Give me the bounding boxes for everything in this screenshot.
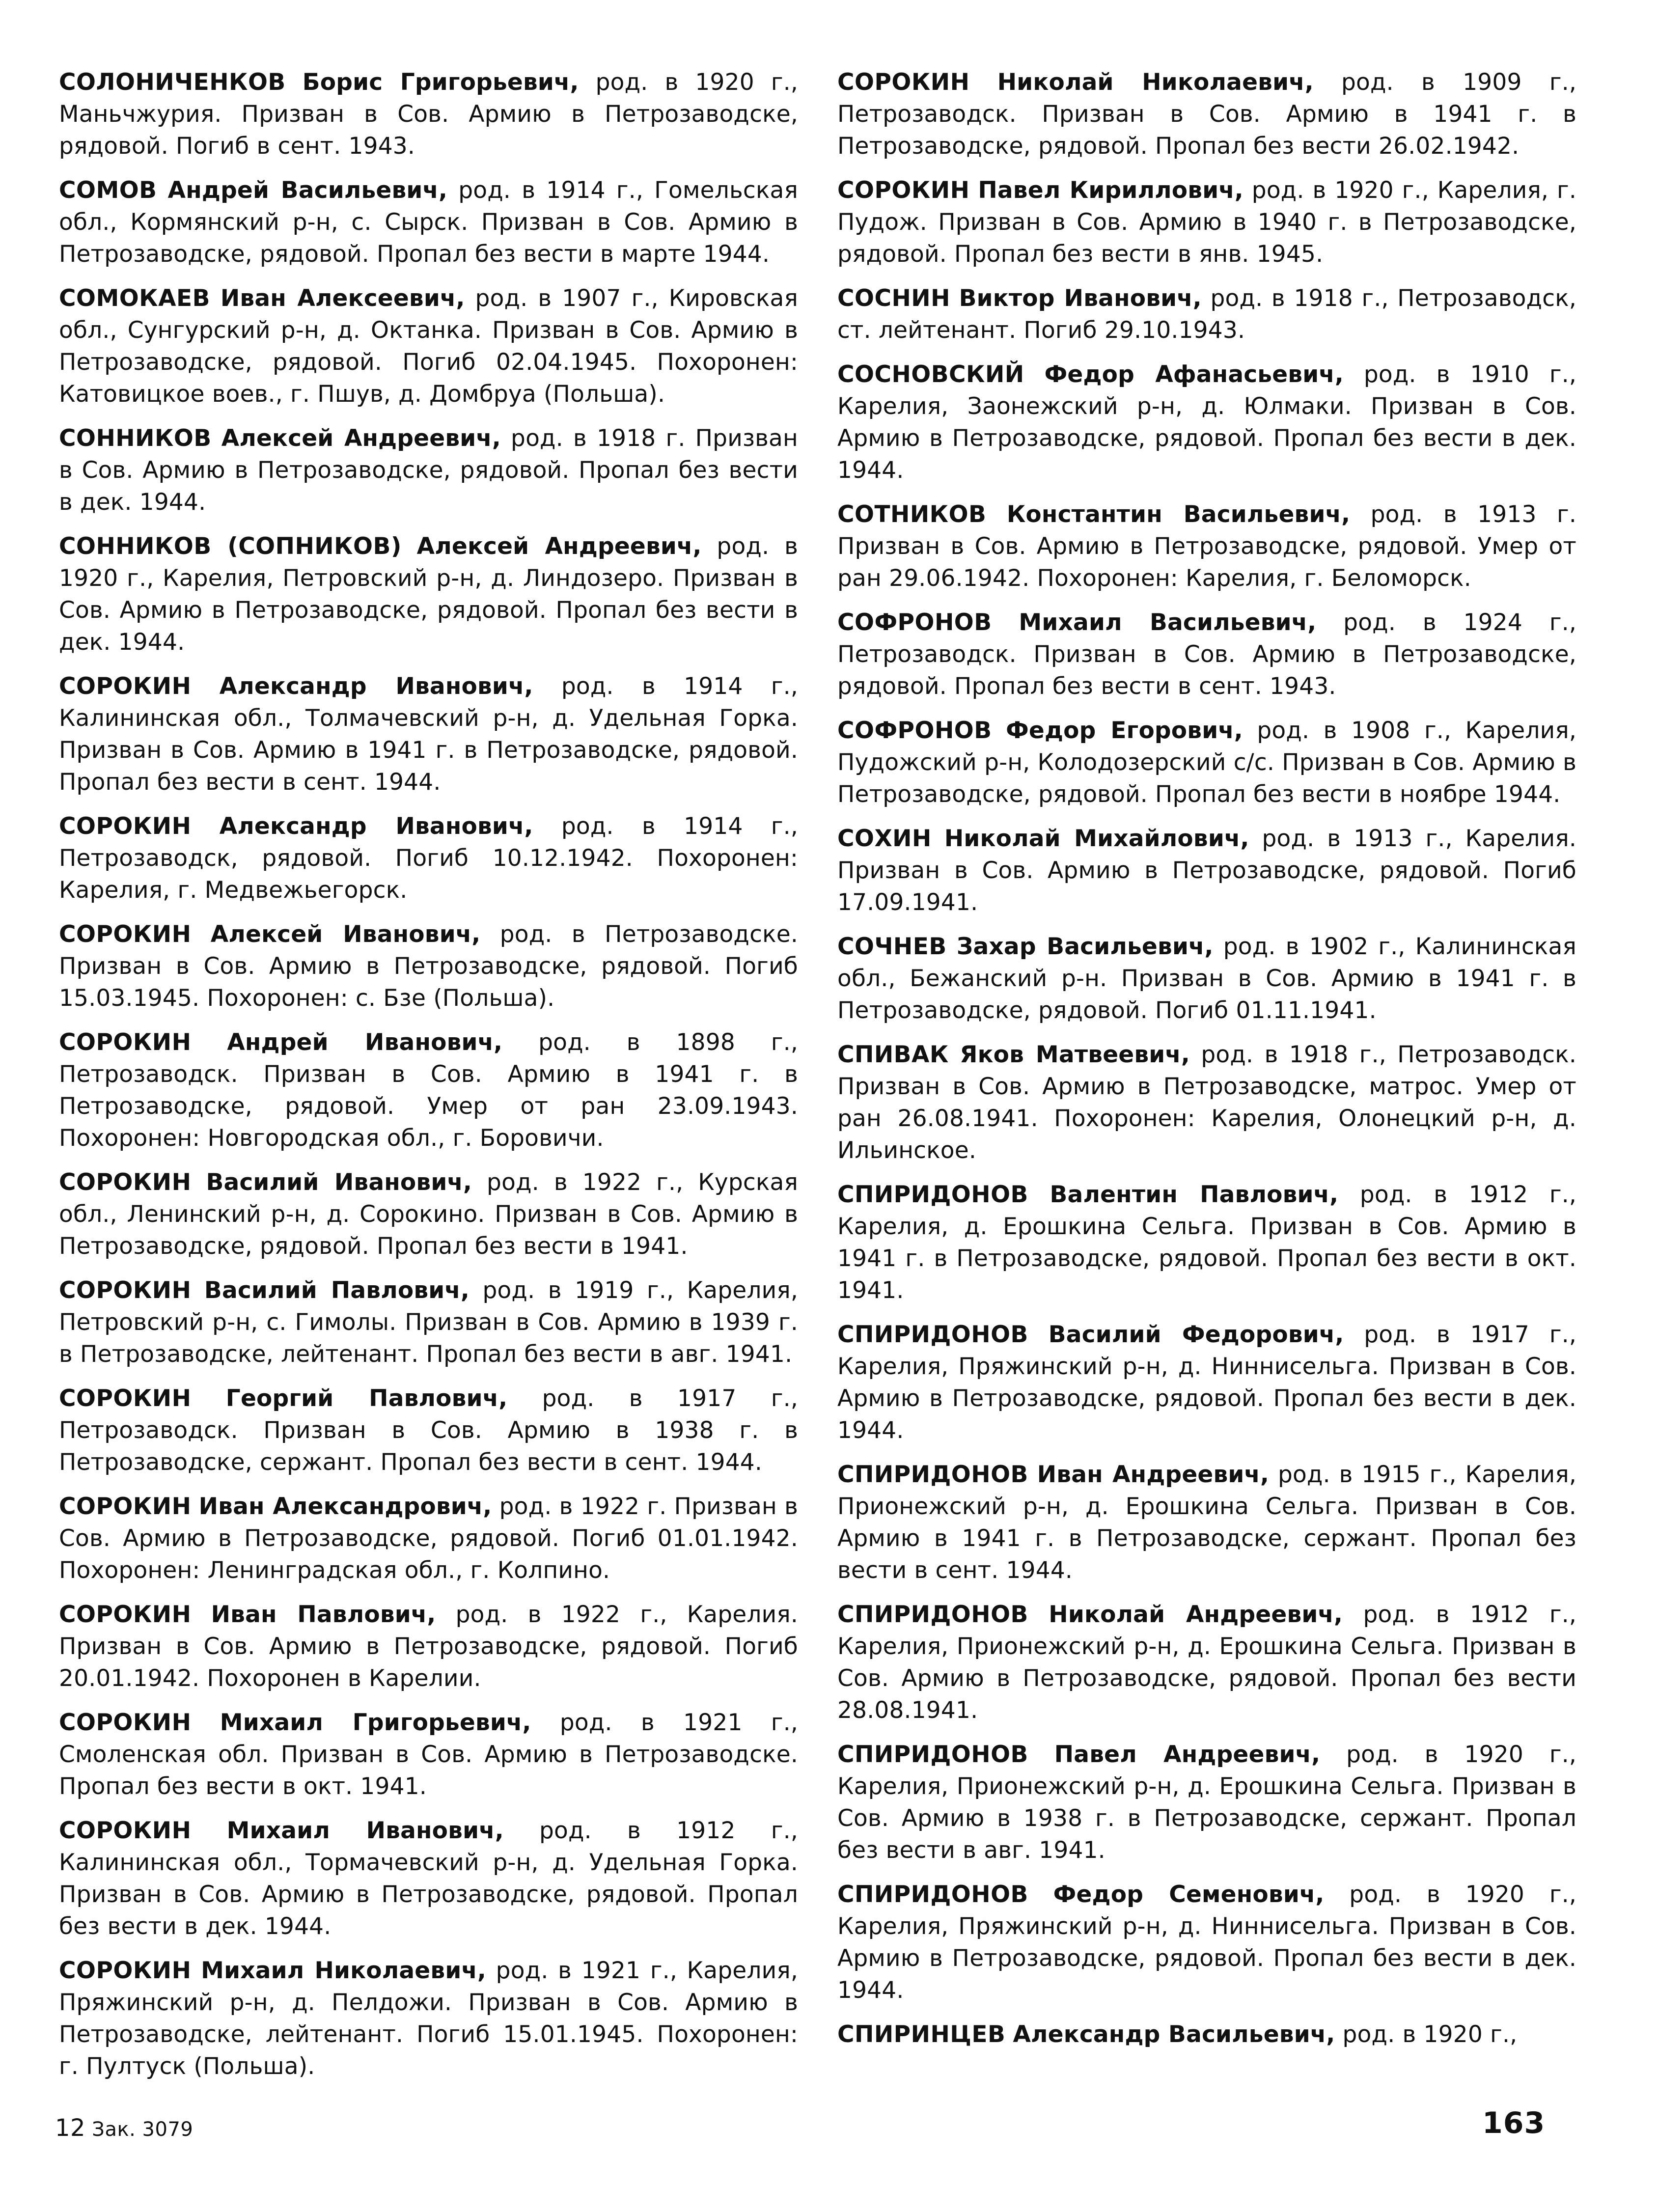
entry-given-name: Алексей Андреевич, [221, 425, 501, 452]
entry-given-name: Федор Егорович, [1006, 717, 1243, 744]
entry-details: род. в 1920 г., Карелия, Прионежский р-н, д. Ерошкина Сельга. Призван в Сов. Армию в 1938 г. в Петрозаводске, сержант. Пропал без вести в авг. 1941. [837, 1741, 1577, 1864]
entry-details: род. в 1914 г., Петрозаводск, рядовой. Погиб 10.12.1942. Похоронен: Карелия, г. Медвежьегорск. [59, 813, 799, 904]
entry-given-name: Андрей Иванович, [227, 1029, 503, 1056]
entry-details: род. в 1918 г. Призван в Сов. Армию в Петрозаводске, рядовой. Пропал без вести в дек. 1944. [59, 425, 798, 516]
entry [59, 1166, 798, 1262]
entry-details: род. в 1921 г., Карелия, Пряжинский р-н, д. Пелдожи. Призван в Сов. Армию в Петрозаводске, лейтенант. Погиб 15.01.1945. Похоронен: г. Пултуск (Польша). [59, 1957, 799, 2080]
entry-given-name: Александр Васильевич, [1013, 2021, 1335, 2048]
entry-surname: СОННИКОВ [59, 425, 212, 452]
entry [837, 1599, 1576, 1726]
entry-surname: СПИРИДОНОВ [837, 1741, 1028, 1768]
entry-details: род. в 1918 г., Петрозаводск. Призван в Сов. Армию в Петрозаводске, матрос. Умер от ран 26.08.1941. Похоронен: Карелия, Олонецкий р-н, д. Ильинское. [837, 1041, 1577, 1164]
entry [59, 530, 798, 658]
entry-details: род. в 1910 г., Карелия, Заонежский р-н, д. Юлмаки. Призван в Сов. Армию в Петрозаводске, рядовой. Пропал без вести в дек. 1944. [837, 361, 1577, 484]
entry-surname: СОСНИН [837, 285, 950, 312]
entry-given-name: Николай Михайлович, [944, 825, 1249, 852]
entry [837, 66, 1576, 162]
entry-surname: СОННИКОВ (СОПНИКОВ) [59, 533, 402, 560]
entry [59, 1815, 798, 1942]
entry-details: род. в 1907 г., Кировская обл., Сунгурский р-н, д. Октанка. Призван в Сов. Армию в Петрозаводске, рядовой. Погиб 02.04.1945. Похоронен: Катовицкое воев., г. Пшув, д. Домбруа (Польша). [59, 285, 799, 408]
entry-given-name: Федор Семенович, [1053, 1881, 1325, 1908]
entry-details: род. в 1917 г., Петрозаводск. Призван в Сов. Армию в 1938 г. в Петрозаводске, сержант. Пропал без вести в сент. 1944. [59, 1385, 799, 1476]
entry [837, 1039, 1576, 1166]
entry-given-name: Георгий Павлович, [225, 1385, 508, 1412]
entry-details: род. в 1920 г., Карелия, Петровский р-н, д. Линдозеро. Призван в Сов. Армию в Петрозаводске, рядовой. Пропал без вести в дек. 1944. [59, 533, 798, 656]
entry-surname: СПИРИДОНОВ [837, 1461, 1028, 1488]
entry-given-name: Иван Павлович, [211, 1601, 436, 1628]
entry-details: род. в 1921 г., Смоленская обл. Призван в Сов. Армию в Петрозаводске. Пропал без вести в окт. 1941. [59, 1709, 799, 1800]
entry [837, 1179, 1576, 1306]
entry-details: род. в 1922 г., Курская обл., Ленинский р-н, д. Сорокино. Призван в Сов. Армию в Петрозаводске, рядовой. Пропал без вести в 1941. [59, 1169, 799, 1260]
entry-given-name: Федор Афанасьевич, [1044, 361, 1344, 388]
entry-details: род. в 1915 г., Карелия, Прионежский р-н, д. Ерошкина Сельга. Призван в Сов. Армию в 1941 г. в Петрозаводске, сержант. Пропал без вести в сент. 1944. [837, 1461, 1576, 1584]
entry-given-name: Василий Павлович, [204, 1277, 470, 1304]
entry-surname: СОФРОНОВ [837, 609, 992, 636]
entry-given-name: Валентин Павлович, [1050, 1181, 1339, 1208]
entry [59, 1599, 798, 1694]
entry-surname: СОЧНЕВ [837, 933, 947, 960]
entry-details: род. в 1914 г., Калининская обл., Толмачевский р-н, д. Удельная Горка. Призван в Сов. Армию в 1941 г. в Петрозаводске, рядовой. Пропал без вести в сент. 1944. [59, 673, 799, 796]
entry-details: род. в 1922 г. Призван в Сов. Армию в Петрозаводске, рядовой. Погиб 01.01.1942. Похоронен: Ленинградская обл., г. Колпино. [59, 1493, 799, 1584]
entry [837, 1879, 1576, 2006]
entry-details: род. в 1914 г., Гомельская обл., Кормянский р-н, с. Сырск. Призван в Сов. Армию в Петрозаводске, рядовой. Пропал без вести в марте 1944. [59, 177, 799, 268]
entry-given-name: Андрей Васильевич, [167, 177, 448, 204]
entry-given-name: Николай Андреевич, [1049, 1601, 1343, 1628]
entry-surname: СПИРИНЦЕВ [837, 2021, 1006, 2048]
entry-details: род. в 1898 г., Петрозаводск. Призван в Сов. Армию в 1941 г. в Петрозаводске, рядовой. Умер от ран 23.09.1943. Похоронен: Новгородская обл., г. Боровичи. [59, 1029, 799, 1152]
entry [59, 810, 798, 906]
entry-details: род. в 1919 г., Карелия, Петровский р-н, с. Гимолы. Призван в Сов. Армию в 1939 г. в Петрозаводске, лейтенант. Пропал без вести в авг. 1941. [59, 1277, 798, 1368]
entry [59, 1274, 798, 1370]
entry-given-name: Яков Матвеевич, [960, 1041, 1190, 1068]
entry [837, 1319, 1576, 1446]
entry [59, 282, 798, 410]
entry-given-name: Иван Андреевич, [1037, 1461, 1270, 1488]
entry-details: род. в 1917 г., Карелия, Пряжинский р-н, д. Ниннисельга. Призван в Сов. Армию в Петрозаводске, рядовой. Пропал без вести в дек. 1944. [837, 1321, 1577, 1444]
entry-surname: СОСНОВСКИЙ [837, 361, 1024, 388]
entry-given-name: Александр Иванович, [219, 673, 533, 700]
entry [837, 823, 1576, 918]
entry-surname: СОРОКИН [59, 1601, 192, 1628]
entry-details: род. в 1920 г., Карелия, г. Пудож. Призван в Сов. Армию в 1940 г. в Петрозаводске, рядовой. Пропал без вести в янв. 1945. [837, 177, 1577, 268]
entry-surname: СОХИН [837, 825, 932, 852]
entry-surname: СПИВАК [837, 1041, 949, 1068]
entry [59, 1707, 798, 1802]
entry [59, 1026, 798, 1154]
entry-details: род. в 1912 г., Карелия, д. Ерошкина Сельга. Призван в Сов. Армию в 1941 г. в Петрозаводске, рядовой. Пропал без вести в окт. 1941. [837, 1181, 1576, 1304]
entry [837, 931, 1576, 1026]
entry-details: род. в 1920 г., [1342, 2021, 1518, 2048]
entry [59, 66, 798, 162]
entry [837, 2018, 1576, 2050]
order-note: Зак. 3079 [92, 2118, 193, 2141]
entry-surname: СОРОКИН [59, 1817, 192, 1844]
entry [59, 174, 798, 270]
entry-details: род. в 1924 г., Петрозаводск. Призван в Сов. Армию в Петрозаводске, рядовой. Пропал без вести в сент. 1943. [837, 609, 1577, 700]
entry-surname: СОРОКИН [59, 1029, 192, 1056]
entry [59, 918, 798, 1014]
entry-surname: СОРОКИН [59, 1493, 192, 1520]
left-column [59, 66, 798, 2095]
entry-details: род. в 1912 г., Калининская обл., Тормачевский р-н, д. Удельная Горка. Призван в Сов. Армию в Петрозаводске, рядовой. Пропал без вести в дек. 1944. [59, 1817, 798, 1940]
entry-given-name: Захар Васильевич, [956, 933, 1214, 960]
entry-surname: СПИРИДОНОВ [837, 1881, 1028, 1908]
entry-given-name: Василий Федорович, [1048, 1321, 1344, 1348]
entry-surname: СОМОВ [59, 177, 157, 204]
entry [59, 1382, 798, 1478]
entry [837, 498, 1576, 594]
entry-details: род. в 1920 г., Карелия, Пряжинский р-н, д. Ниннисельга. Призван в Сов. Армию в Петрозаводске, рядовой. Пропал без вести в дек. 1944. [837, 1881, 1576, 2004]
entry [837, 1739, 1576, 1866]
entry-surname: СОРОКИН [59, 1169, 192, 1196]
entry-surname: СОРОКИН [59, 921, 192, 948]
entry-details: род. в 1902 г., Калининская обл., Бежанский р-н. Призван в Сов. Армию в 1941 г. в Петрозаводске, рядовой. Погиб 01.11.1941. [837, 933, 1576, 1024]
entry-surname: СОТНИКОВ [837, 501, 987, 528]
entry-given-name: Борис Григорьевич, [302, 69, 579, 96]
entry-given-name: Николай Николаевич, [997, 69, 1314, 96]
entry-given-name: Василий Иванович, [206, 1169, 472, 1196]
entry [837, 174, 1576, 270]
entry-details: род. в 1908 г., Карелия, Пудожский р-н, Колодозерский с/с. Призван в Сов. Армию в Петрозаводске, рядовой. Пропал без вести в ноябре 1944. [837, 717, 1576, 808]
entry-given-name: Михаил Иванович, [226, 1817, 504, 1844]
entry [837, 282, 1576, 346]
entry [59, 422, 798, 518]
entry-given-name: Михаил Николаевич, [201, 1957, 486, 1984]
entry [59, 1491, 798, 1586]
entry [837, 359, 1576, 486]
entry-given-name: Константин Васильевич, [1006, 501, 1351, 528]
entry-surname: СОРОКИН [59, 1709, 192, 1736]
entry [837, 607, 1576, 702]
printer-signature-note [55, 2114, 193, 2142]
entry-surname: СОЛОНИЧЕНКОВ [59, 69, 286, 96]
entry [59, 1955, 798, 2082]
entry-given-name: Павел Андреевич, [1054, 1741, 1321, 1768]
entry-details: род. в 1920 г., Маньчжурия. Призван в Сов. Армию в Петрозаводске, рядовой. Погиб в сент. 1943. [59, 69, 799, 160]
entry-given-name: Алексей Иванович, [210, 921, 481, 948]
entry-given-name: Иван Алексеевич, [220, 285, 465, 312]
entry-given-name: Павел Кириллович, [978, 177, 1244, 204]
entry-details: род. в 1918 г., Петрозаводск, ст. лейтенант. Погиб 29.10.1943. [837, 285, 1577, 344]
entry-given-name: Иван Александрович, [198, 1493, 492, 1520]
entry-details: род. в 1913 г. Призван в Сов. Армию в Петрозаводске, рядовой. Умер от ран 29.06.1942. Похоронен: Карелия, г. Беломорск. [837, 501, 1577, 592]
entry-given-name: Михаил Григорьевич, [220, 1709, 531, 1736]
entry-details: род. в Петрозаводске. Призван в Сов. Армию в Петрозаводске, рядовой. Погиб 15.03.1945. Похоронен: с. Бзе (Польша). [59, 921, 799, 1012]
page-number: 163 [1482, 2106, 1546, 2140]
entry-surname: СОРОКИН [59, 1277, 192, 1304]
entry-surname: СОРОКИН [837, 177, 970, 204]
entry-surname: СПИРИДОНОВ [837, 1181, 1028, 1208]
entry-surname: СОРОКИН [59, 1385, 192, 1412]
entry [59, 670, 798, 798]
entry-given-name: Михаил Васильевич, [1019, 609, 1317, 636]
entry-details: род. в 1909 г., Петрозаводск. Призван в Сов. Армию в 1941 г. в Петрозаводске, рядовой. Пропал без вести 26.02.1942. [837, 69, 1577, 160]
entry-given-name: Виктор Иванович, [959, 285, 1202, 312]
entry-surname: СПИРИДОНОВ [837, 1321, 1028, 1348]
entry-details: род. в 1922 г., Карелия. Призван в Сов. Армию в Петрозаводске, рядовой. Погиб 20.01.1942. Похоронен в Карелии. [59, 1601, 799, 1692]
entry-surname: СОФРОНОВ [837, 717, 992, 744]
entry-surname: СОРОКИН [59, 673, 192, 700]
entry-surname: СОМОКАЕВ [59, 285, 210, 312]
entry-details: род. в 1913 г., Карелия. Призван в Сов. Армию в Петрозаводске, рядовой. Погиб 17.09.1941. [837, 825, 1576, 916]
right-column [837, 66, 1576, 2063]
entry-surname: СОРОКИН [59, 813, 192, 840]
entry [837, 715, 1576, 810]
entry-details: род. в 1912 г., Карелия, Прионежский р-н, д. Ерошкина Сельга. Призван в Сов. Армию в Петрозаводске, рядовой. Пропал без вести 28.08.1941. [837, 1601, 1577, 1724]
entry-surname: СОРОКИН [837, 69, 970, 96]
entry-given-name: Александр Иванович, [219, 813, 533, 840]
entry-surname: СОРОКИН [59, 1957, 192, 1984]
entry [837, 1459, 1576, 1586]
entry-given-name: Алексей Андреевич, [416, 533, 702, 560]
entry-surname: СПИРИДОНОВ [837, 1601, 1028, 1628]
signature-number: 12 [55, 2114, 86, 2142]
